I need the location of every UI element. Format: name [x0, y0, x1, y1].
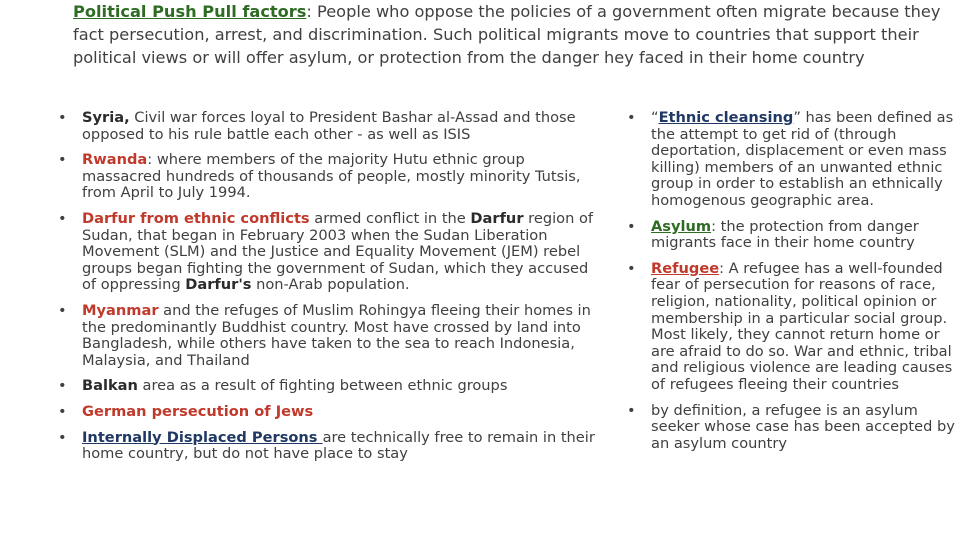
list-item-refugee [627, 261, 957, 394]
text-syria: Civil war forces loyal to President Bashar al-Assad and those opposed to his rule battle each other - as well as ISIS [82, 109, 576, 143]
intro-text: : People who oppose the policies of a government often migrate because they fact persecution, arrest, and discrimination. Such political migrants move to countries that support their political views or will offer asylum, or protection from the danger hey faced in their home country [73, 2, 941, 67]
text-refugee: : A refugee has a well-founded fear of persecution for reasons of race, religion, nationality, political opinion or membership in a particular social group. Most likely, they cannot return home or are afraid to do so. War and ethnic, tribal and religious violence are leading causes of refugees fleeing their countries [651, 259, 953, 393]
list-item-balkan [58, 378, 598, 395]
text-definition: by definition, a refugee is an asylum seeker whose case has been accepted by an asylum country [651, 401, 955, 452]
term-rwanda: Rwanda [82, 151, 148, 169]
term-balkan: Balkan [82, 377, 138, 395]
right-bullet-list [627, 110, 957, 461]
term-idp: Internally Displaced Persons [82, 428, 323, 446]
list-item-definition [627, 403, 957, 453]
text-darfur-3: non-Arab population. [251, 276, 410, 294]
term-darfur-3: Darfur's [185, 276, 252, 294]
text-balkan: area as a result of fighting between ethnic groups [137, 377, 508, 395]
list-item-syria [58, 110, 598, 143]
term-darfur: Darfur from ethnic conflicts [82, 209, 310, 227]
term-refugee: Refugee [651, 259, 720, 277]
list-item-rwanda [58, 152, 598, 202]
text-idp: are technically free to remain in their home country, but do not have place to stay [82, 428, 595, 463]
term-asylum: Asylum [651, 217, 712, 235]
term-syria: Syria, [82, 109, 130, 126]
list-item-asylum [627, 219, 957, 252]
term-ethnic-cleansing: Ethnic cleansing [658, 109, 794, 126]
term-darfur-2: Darfur [470, 209, 524, 227]
list-item-myanmar [58, 303, 598, 369]
list-item-darfur [58, 211, 598, 294]
list-item-german-persecution [58, 404, 598, 421]
left-bullet-list [58, 110, 598, 472]
term-german-persecution: German persecution of Jews [82, 402, 314, 420]
quote-open: “ [651, 109, 659, 126]
text-myanmar: and the refuges of Muslim Rohingya fleeing their homes in the predominantly Buddhist country. Most have crossed by land into Bangladesh, while others have taken to the sea to reach Indonesia, Malaysia, and Thailand [82, 301, 591, 369]
text-darfur-1: armed conflict in the [309, 209, 471, 227]
text-darfur-2: region of Sudan, that began in February 2003 when the Sudan Liberation Movement (SLM) and the Justice and Equality Movement (JEM) rebel groups began fighting the government of Sudan, which they accused of oppressing [82, 209, 594, 294]
text-ethnic-cleansing: ” has been defined as the attempt to get rid of (through deportation, displacement or even mass killing) members of an unwanted ethnic group in order to establish an ethnically homogenous geographic area. [651, 109, 954, 209]
intro-paragraph [73, 0, 943, 69]
text-asylum: : the protection from danger migrants face in their home country [651, 217, 919, 252]
list-item-idp [58, 430, 598, 463]
intro-heading: Political Push Pull factors [73, 2, 307, 21]
term-myanmar: Myanmar [82, 301, 159, 319]
list-item-ethnic-cleansing [627, 110, 957, 210]
text-rwanda: : where members of the majority Hutu ethnic group massacred hundreds of thousands of people, mostly minority Tutsis, from April to July 1994. [82, 151, 581, 202]
